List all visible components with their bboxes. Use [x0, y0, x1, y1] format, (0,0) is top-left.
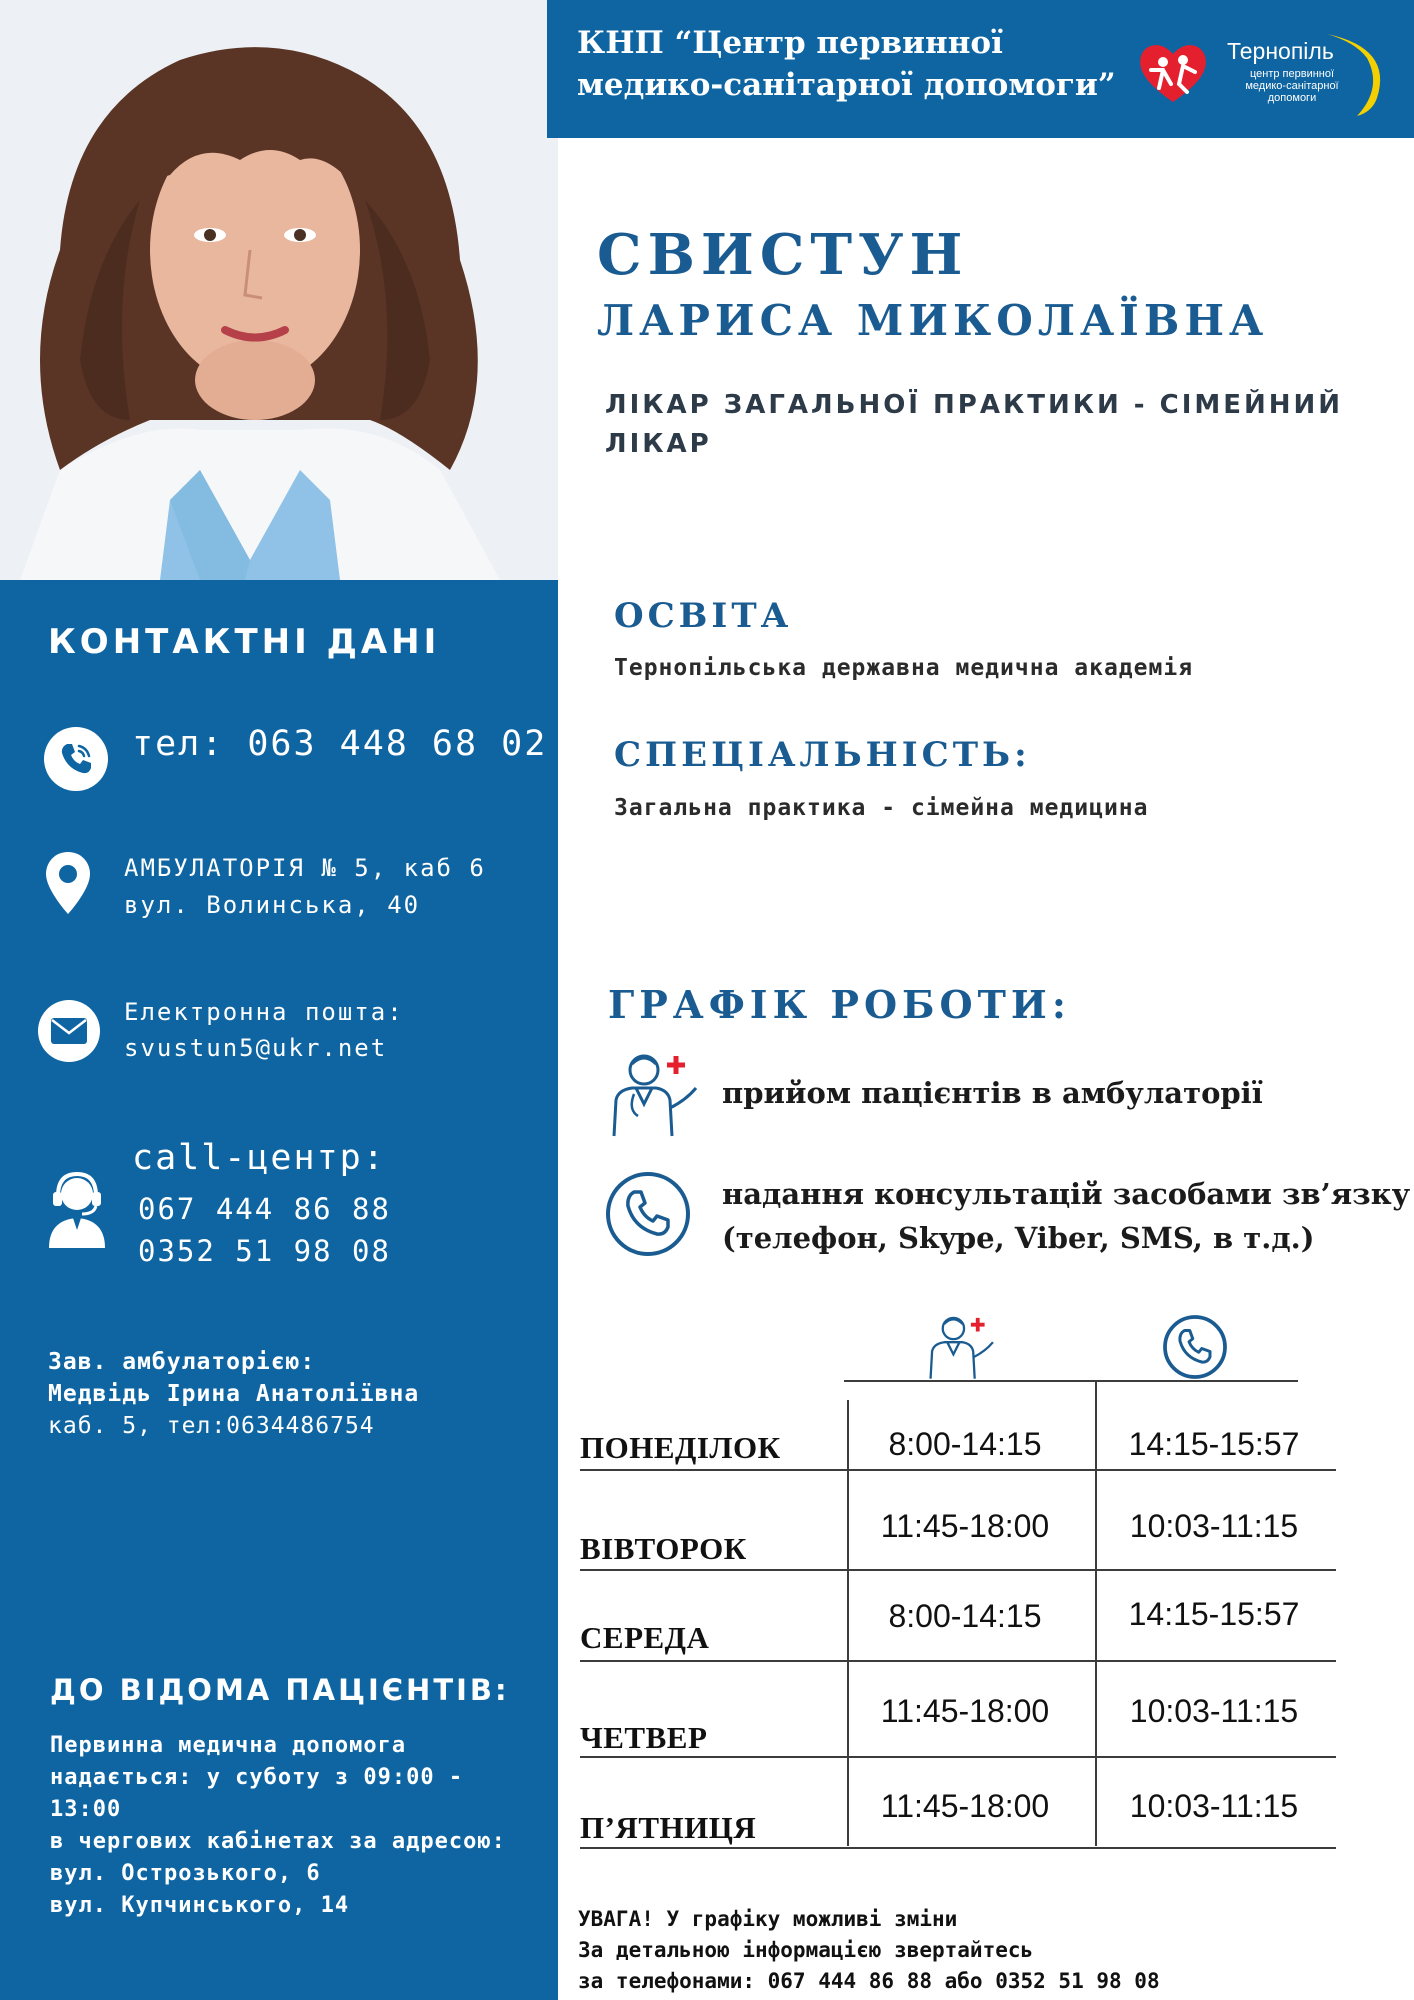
heart-family-icon	[1137, 40, 1209, 104]
address	[124, 850, 486, 924]
address-line1: АМБУЛАТОРІЯ № 5, каб 6	[124, 854, 486, 882]
doctor-icon	[608, 1048, 700, 1142]
doctor-position	[605, 386, 1343, 464]
day-wednesday: СЕРЕДА	[580, 1620, 710, 1655]
wednesday-remote-hours: 14:15-15:57	[1128, 1596, 1300, 1632]
friday-clinic-hours: 11:45-18:00	[880, 1788, 1050, 1824]
head-contact: каб. 5, тел:0634486754	[48, 1413, 375, 1439]
doctor-photo	[0, 0, 558, 580]
legend-clinic: прийом пацієнтів в амбулаторії	[722, 1076, 1263, 1110]
org-name-line2: медико-санітарної допомоги”	[577, 67, 1116, 103]
phone-number: тел: 063 448 68 02	[132, 724, 548, 764]
tuesday-clinic-hours: 11:45-18:00	[880, 1508, 1050, 1544]
callcenter-phone-2: 0352 51 98 08	[138, 1234, 391, 1268]
logo-caption-line3: допомоги	[1267, 92, 1317, 104]
header-rule	[844, 1380, 1298, 1382]
email-block	[124, 994, 404, 1066]
org-name-line1: КНП “Центр первинної	[577, 25, 1003, 61]
patients-notice-line4: в чергових кабінетах за адресою:	[50, 1829, 506, 1854]
monday-clinic-hours: 8:00-14:15	[888, 1426, 1042, 1462]
notice-line1: УВАГА! У графіку можливі зміни	[578, 1907, 958, 1931]
education-value: Тернопільська державна медична академія	[614, 655, 1194, 681]
tuesday-remote-hours: 10:03-11:15	[1129, 1508, 1299, 1544]
doctor-position-line1: ЛІКАР ЗАГАЛЬНОЇ ПРАКТИКИ - СІМЕЙНИЙ	[605, 390, 1344, 420]
patients-notice-heading: ДО ВІДОМА ПАЦІЄНТІВ:	[50, 1673, 510, 1707]
doctor-surname: СВИСТУН	[597, 222, 969, 288]
wednesday-clinic-hours: 8:00-14:15	[888, 1598, 1042, 1634]
row-rule-2	[580, 1569, 1336, 1571]
org-name	[577, 22, 1116, 106]
callcenter-phones	[138, 1188, 391, 1272]
callcenter-phone-1: 067 444 86 88	[138, 1192, 391, 1226]
schedule-heading: ГРАФІК РОБОТИ:	[608, 982, 1071, 1027]
email-address[interactable]: svustun5@ukr.net	[124, 1034, 388, 1062]
row-rule-3	[580, 1660, 1336, 1662]
column-clinic-icon	[926, 1310, 996, 1386]
head-name: Медвідь Ірина Анатоліївна	[48, 1381, 420, 1407]
thursday-clinic-hours: 11:45-18:00	[880, 1693, 1050, 1729]
specialty-value: Загальна практика - сімейна медицина	[614, 795, 1149, 821]
column-divider-2	[1095, 1380, 1097, 1846]
patients-notice-line5: вул. Острозького, 6	[50, 1861, 321, 1886]
legend-remote-line1: надання консультацій засобами зв’язку	[722, 1177, 1411, 1211]
legend-remote-line2: (телефон, Skype, Viber, SMS, в т.д.)	[722, 1221, 1315, 1255]
day-monday: ПОНЕДІЛОК	[580, 1430, 781, 1465]
column-remote-icon	[1162, 1314, 1228, 1384]
patients-notice-text	[50, 1730, 506, 1922]
patients-notice-line3: 13:00	[50, 1797, 122, 1822]
envelope-icon	[38, 1000, 100, 1062]
phone-call-icon	[604, 1170, 692, 1262]
contact-panel	[0, 580, 558, 2000]
legend-remote	[722, 1172, 1410, 1260]
doctor-position-line2: ЛІКАР	[605, 429, 712, 459]
day-tuesday: ВІВТОРОК	[580, 1531, 747, 1566]
column-divider-1	[847, 1400, 849, 1846]
head-of-clinic	[48, 1346, 419, 1442]
organization-logo	[1137, 28, 1397, 118]
doctor-portrait-image	[0, 0, 558, 580]
logo-caption-line1: центр первинної	[1249, 68, 1335, 80]
head-label: Зав. амбулаторією:	[48, 1349, 316, 1375]
schedule-notice	[578, 1904, 1160, 1997]
thursday-remote-hours: 10:03-11:15	[1129, 1693, 1299, 1729]
phone-icon	[44, 727, 108, 791]
header-bar	[547, 0, 1414, 138]
operator-headset-icon	[46, 1168, 108, 1252]
patients-notice-line2: надається: у суботу з 09:00 -	[50, 1765, 464, 1790]
address-line2: вул. Волинська, 40	[124, 891, 421, 919]
logo-caption-line2: медико-санітарної	[1245, 80, 1339, 92]
patients-notice-line1: Первинна медична допомога	[50, 1733, 407, 1758]
notice-line3: за телефонами: 067 444 86 88 або 0352 51 98 08	[578, 1969, 1160, 1993]
location-pin-icon	[44, 850, 92, 920]
logo-caption	[1227, 68, 1357, 104]
callcenter-label: call-центр:	[132, 1138, 386, 1178]
doctor-given-names: ЛАРИСА МИКОЛАЇВНА	[597, 296, 1269, 345]
monday-remote-hours: 14:15-15:57	[1128, 1426, 1300, 1462]
day-friday: П’ЯТНИЦЯ	[580, 1810, 757, 1845]
patients-notice-line6: вул. Купчинського, 14	[50, 1893, 350, 1918]
contacts-heading: КОНТАКТНІ ДАНІ	[48, 622, 441, 662]
row-rule-5	[580, 1847, 1336, 1849]
row-rule-1	[580, 1469, 1336, 1471]
education-heading: ОСВІТА	[614, 596, 793, 636]
logo-city: Тернопіль	[1227, 38, 1334, 64]
specialty-heading: СПЕЦІАЛЬНІСТЬ:	[614, 735, 1031, 775]
row-rule-4	[580, 1756, 1336, 1758]
friday-remote-hours: 10:03-11:15	[1129, 1788, 1299, 1824]
day-thursday: ЧЕТВЕР	[580, 1720, 708, 1755]
email-label: Електронна пошта:	[124, 998, 404, 1026]
notice-line2: За детальною інформацією звертайтесь	[578, 1938, 1034, 1962]
